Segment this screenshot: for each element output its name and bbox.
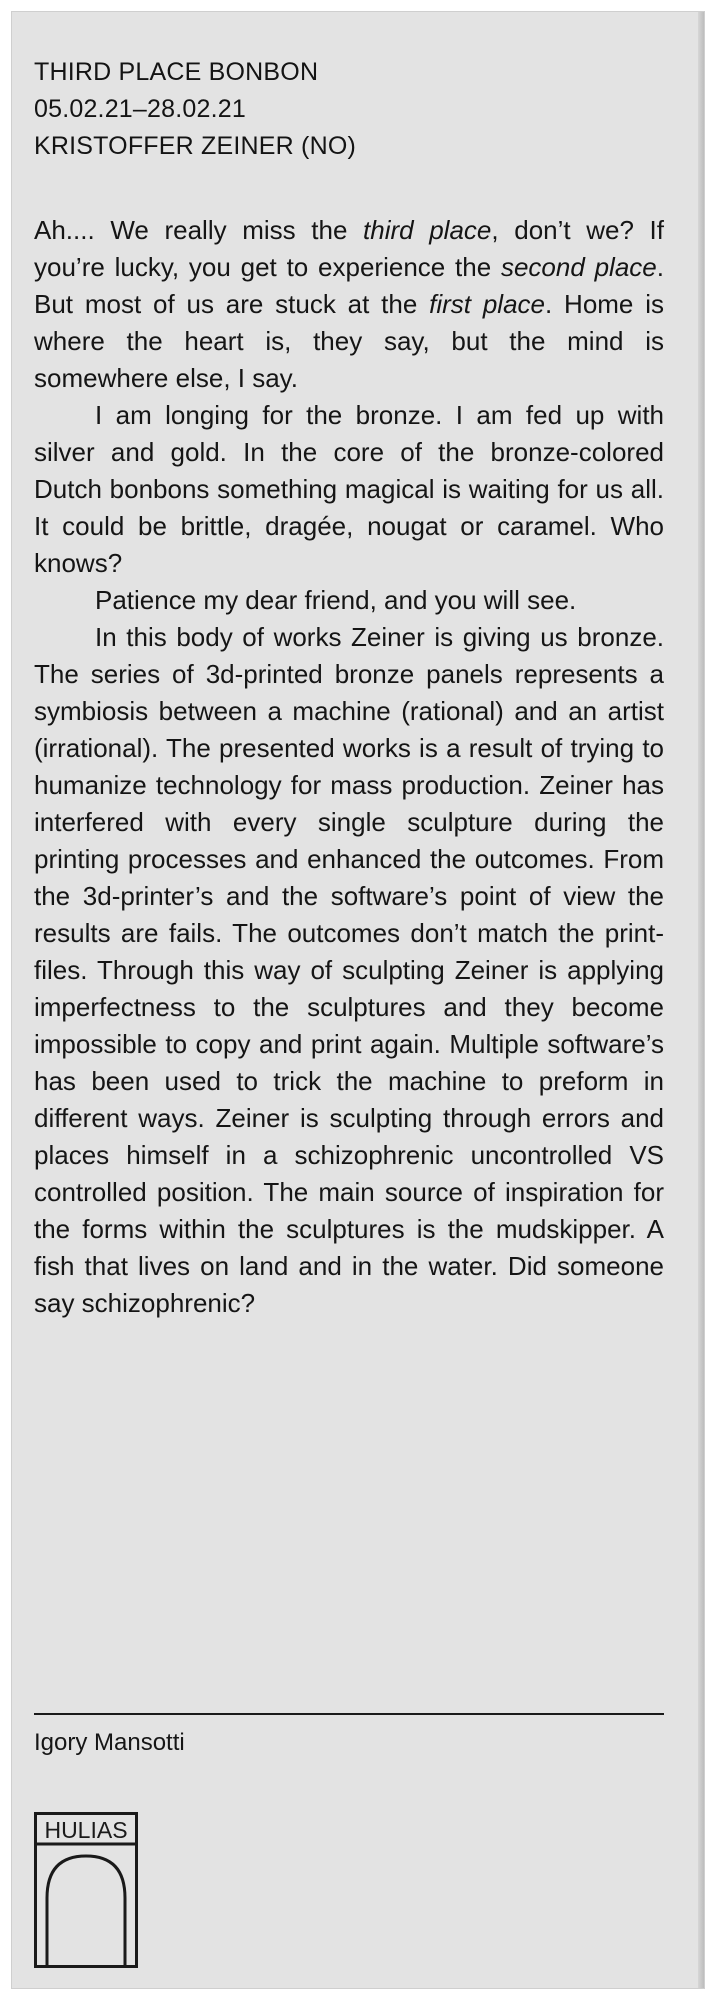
arch-doorway-icon (34, 1812, 138, 1968)
paragraph-intro-part-2: , don’t we? If you’re lucky, you get to experience the (34, 215, 664, 282)
paragraph-intro-part-4: . Home is where the heart is, they say, but the mind is somewhere else, I say. (34, 289, 664, 393)
paragraph-bronze: I am longing for the bronze. I am fed up with silver and gold. In the core of the bronze-colored Dutch bonbons something magical is waiting for us all. It could be brittle, dragée, nougat or caramel. Who knows? (34, 400, 664, 578)
exhibition-dates: 05.02.21–28.02.21 (34, 95, 246, 123)
exhibition-sheet (12, 12, 704, 1988)
first-place-emphasis: first place (429, 289, 545, 319)
paragraph-intro-part-1: Ah.... We really miss the (34, 215, 364, 245)
second-place-emphasis: second place (500, 252, 657, 282)
paragraph-intro (34, 212, 664, 397)
author-name: Igory Mansotti (34, 1729, 185, 1756)
hulias-logo (34, 1812, 138, 1968)
paragraph-works: In this body of works Zeiner is giving us bronze. The series of 3d-printed bronze panels represents a symbiosis between a machine (rational) and an artist (irrational). The presented works is a result of trying to humanize technology for mass production. Zeiner has interfered with every single sculpture during the printing processes and enhanced the outcomes. From the 3d-printer’s and the software’s point of view the results are fails. The outcomes don’t match the print-files. Through this way of sculpting Zeiner is applying imperfectness to the sculptures and they become impossible to copy and print again. Multiple software’s has been used to trick the machine to preform in different ways. Zeiner is sculpting through errors and places himself in a schizophrenic uncontrolled VS controlled position. The main source of inspiration for the forms within the sculptures is the mudskipper. A fish that lives on land and in the water. Did someone say schizophrenic? (34, 622, 664, 1318)
exhibition-title: THIRD PLACE BONBON (34, 58, 319, 86)
paragraph-intro-part-3: . But most of us are stuck at the (34, 252, 664, 319)
paragraph-patience: Patience my dear friend, and you will see. (95, 585, 577, 615)
divider-rule (34, 1713, 664, 1715)
exhibition-header (34, 54, 664, 165)
logo-wordmark: HULIAS (44, 1817, 128, 1843)
exhibition-text (34, 212, 664, 1322)
artist-name: KRISTOFFER ZEINER (NO) (34, 132, 357, 160)
third-place-emphasis: third place (363, 215, 492, 245)
